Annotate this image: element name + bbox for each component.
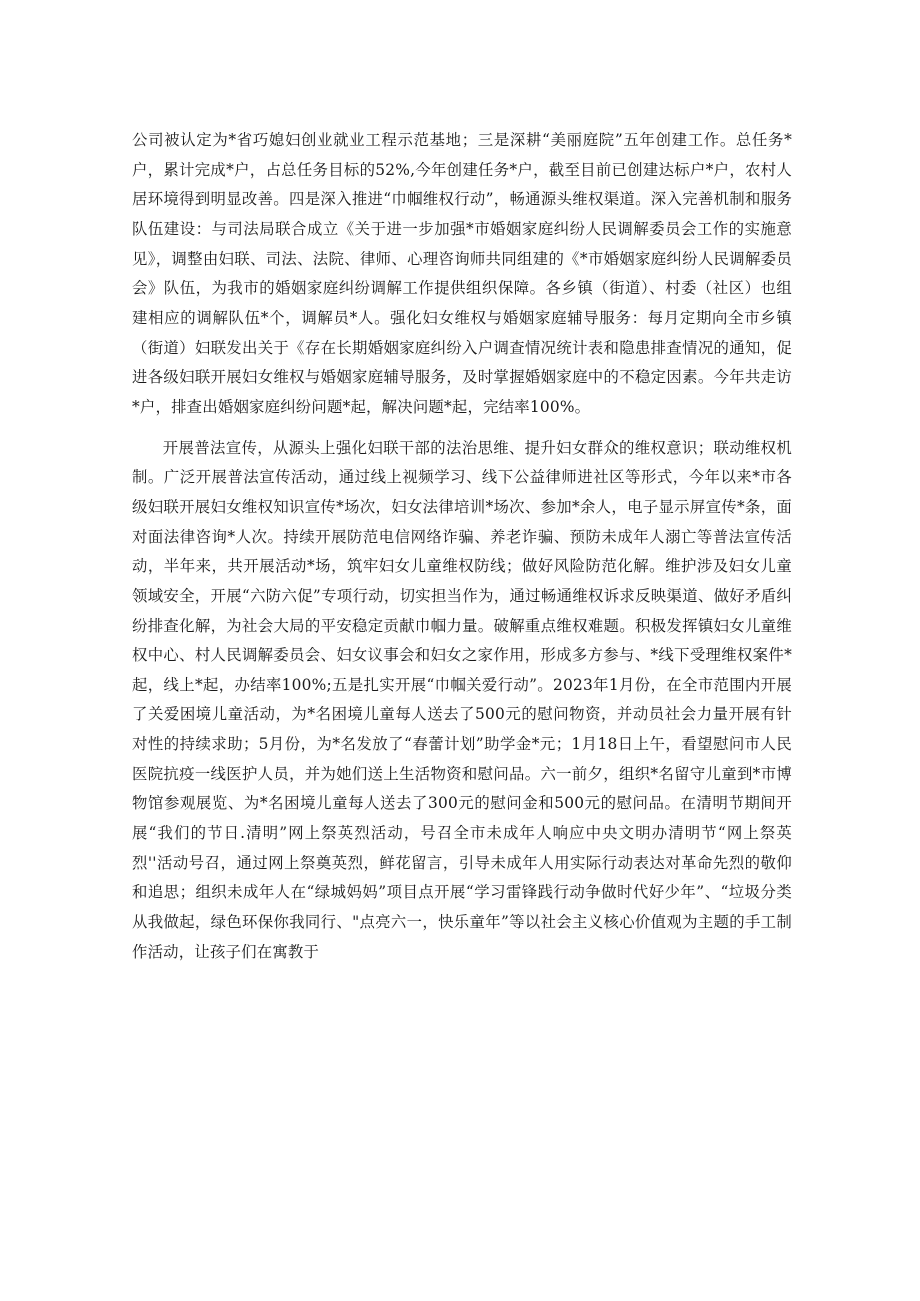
paragraph-2: 开展普法宣传，从源头上强化妇联干部的法治思维、提升妇女群众的维权意识；联动维权机制。广泛开展普法宣传活动，通过线上视频学习、线下公益律师进社区等形式，今年以来*市各级妇联开展妇女维权知识宣传*场次，妇女法律培训*场次、参加*余人，电子显示屏宣传*条，面对面法律咨询*人次。持续开展防范电信网络诈骗、养老诈骗、预防未成年人溺亡等普法宣传活动，半年来，共开展活动*场，筑牢妇女儿童维权防线；做好风险防范化解。维护涉及妇女儿童领域安全，开展“六防六促”专项行动，切实担当作为，通过畅通维权诉求反映渠道、做好矛盾纠纷排查化解，为社会大局的平安稳定贡献巾帼力量。破解重点维权难题。积极发挥镇妇女儿童维权中心、村人民调解委员会、妇女议事会和妇女之家作用，形成多方参与、*线下受理维权案件*起，线上*起，办结率100%;五是扎实开展“巾帼关爱行动”。2023年1月份，在全市范围内开展了关爱困境儿童活动，为*名困境儿童每人送去了500元的慰问物资，并动员社会力量开展有针对性的持续求助；5月份，为*名发放了“春蕾计划”助学金*元；1月18日上午，看望慰问市人民医院抗疫一线医护人员，并为她们送上生活物资和慰问品。六一前夕，组织*名留守儿童到*市博物馆参观展览、为*名困境儿童每人送去了300元的慰问金和500元的慰问品。在清明节期间开展“我们的节日.清明”网上祭英烈活动，号召全市未成年人响应中央文明办清明节“网上祭英烈''活动号召，通过网上祭奠英烈，鲜花留言，引导未成年人用实际行动表达对革命先烈的敬仰和追思；组织未成年人在“绿城妈妈”项目点开展“学习雷锋践行动争做时代好少年”、“垃圾分类从我做起，绿色环保你我同行、"点亮六一，快乐童年”等以社会主义核心价值观为主题的手工制作活动，让孩子们在寓教于: [132, 438, 792, 961]
paragraph-1: 公司被认定为*省巧媳妇创业就业工程示范基地；三是深耕“美丽庭院”五年创建工作。总任务*户，累计完成*户，占总任务目标的52%,今年创建任务*户，截至目前已创建达标户*户，农村人居环境得到明显改善。四是深入推进“巾帼维权行动”，畅通源头维权渠道。深入完善机制和服务队伍建设：与司法局联合成立《关于进一步加强*市婚姻家庭纠纷人民调解委员会工作的实施意见》，调整由妇联、司法、法院、律师、心理咨询师共同组建的《*市婚姻家庭纠纷人民调解委员会》队伍，为我市的婚姻家庭纠纷调解工作提供组织保障。各乡镇（街道）、村委（社区）也组建相应的调解队伍*个，调解员*人。强化妇女维权与婚姻家庭辅导服务：每月定期向全市乡镇（街道）妇联发出关于《存在长期婚姻家庭纠纷入户调查情况统计表和隐患排查情况的通知，促进各级妇联开展妇女维权与婚姻家庭辅导服务，及时掌握婚姻家庭中的不稳定因素。今年共走访*户，排查出婚姻家庭纠纷问题*起，解决问题*起，完结率100%。: [132, 131, 792, 416]
document-page: [132, 126, 792, 967]
